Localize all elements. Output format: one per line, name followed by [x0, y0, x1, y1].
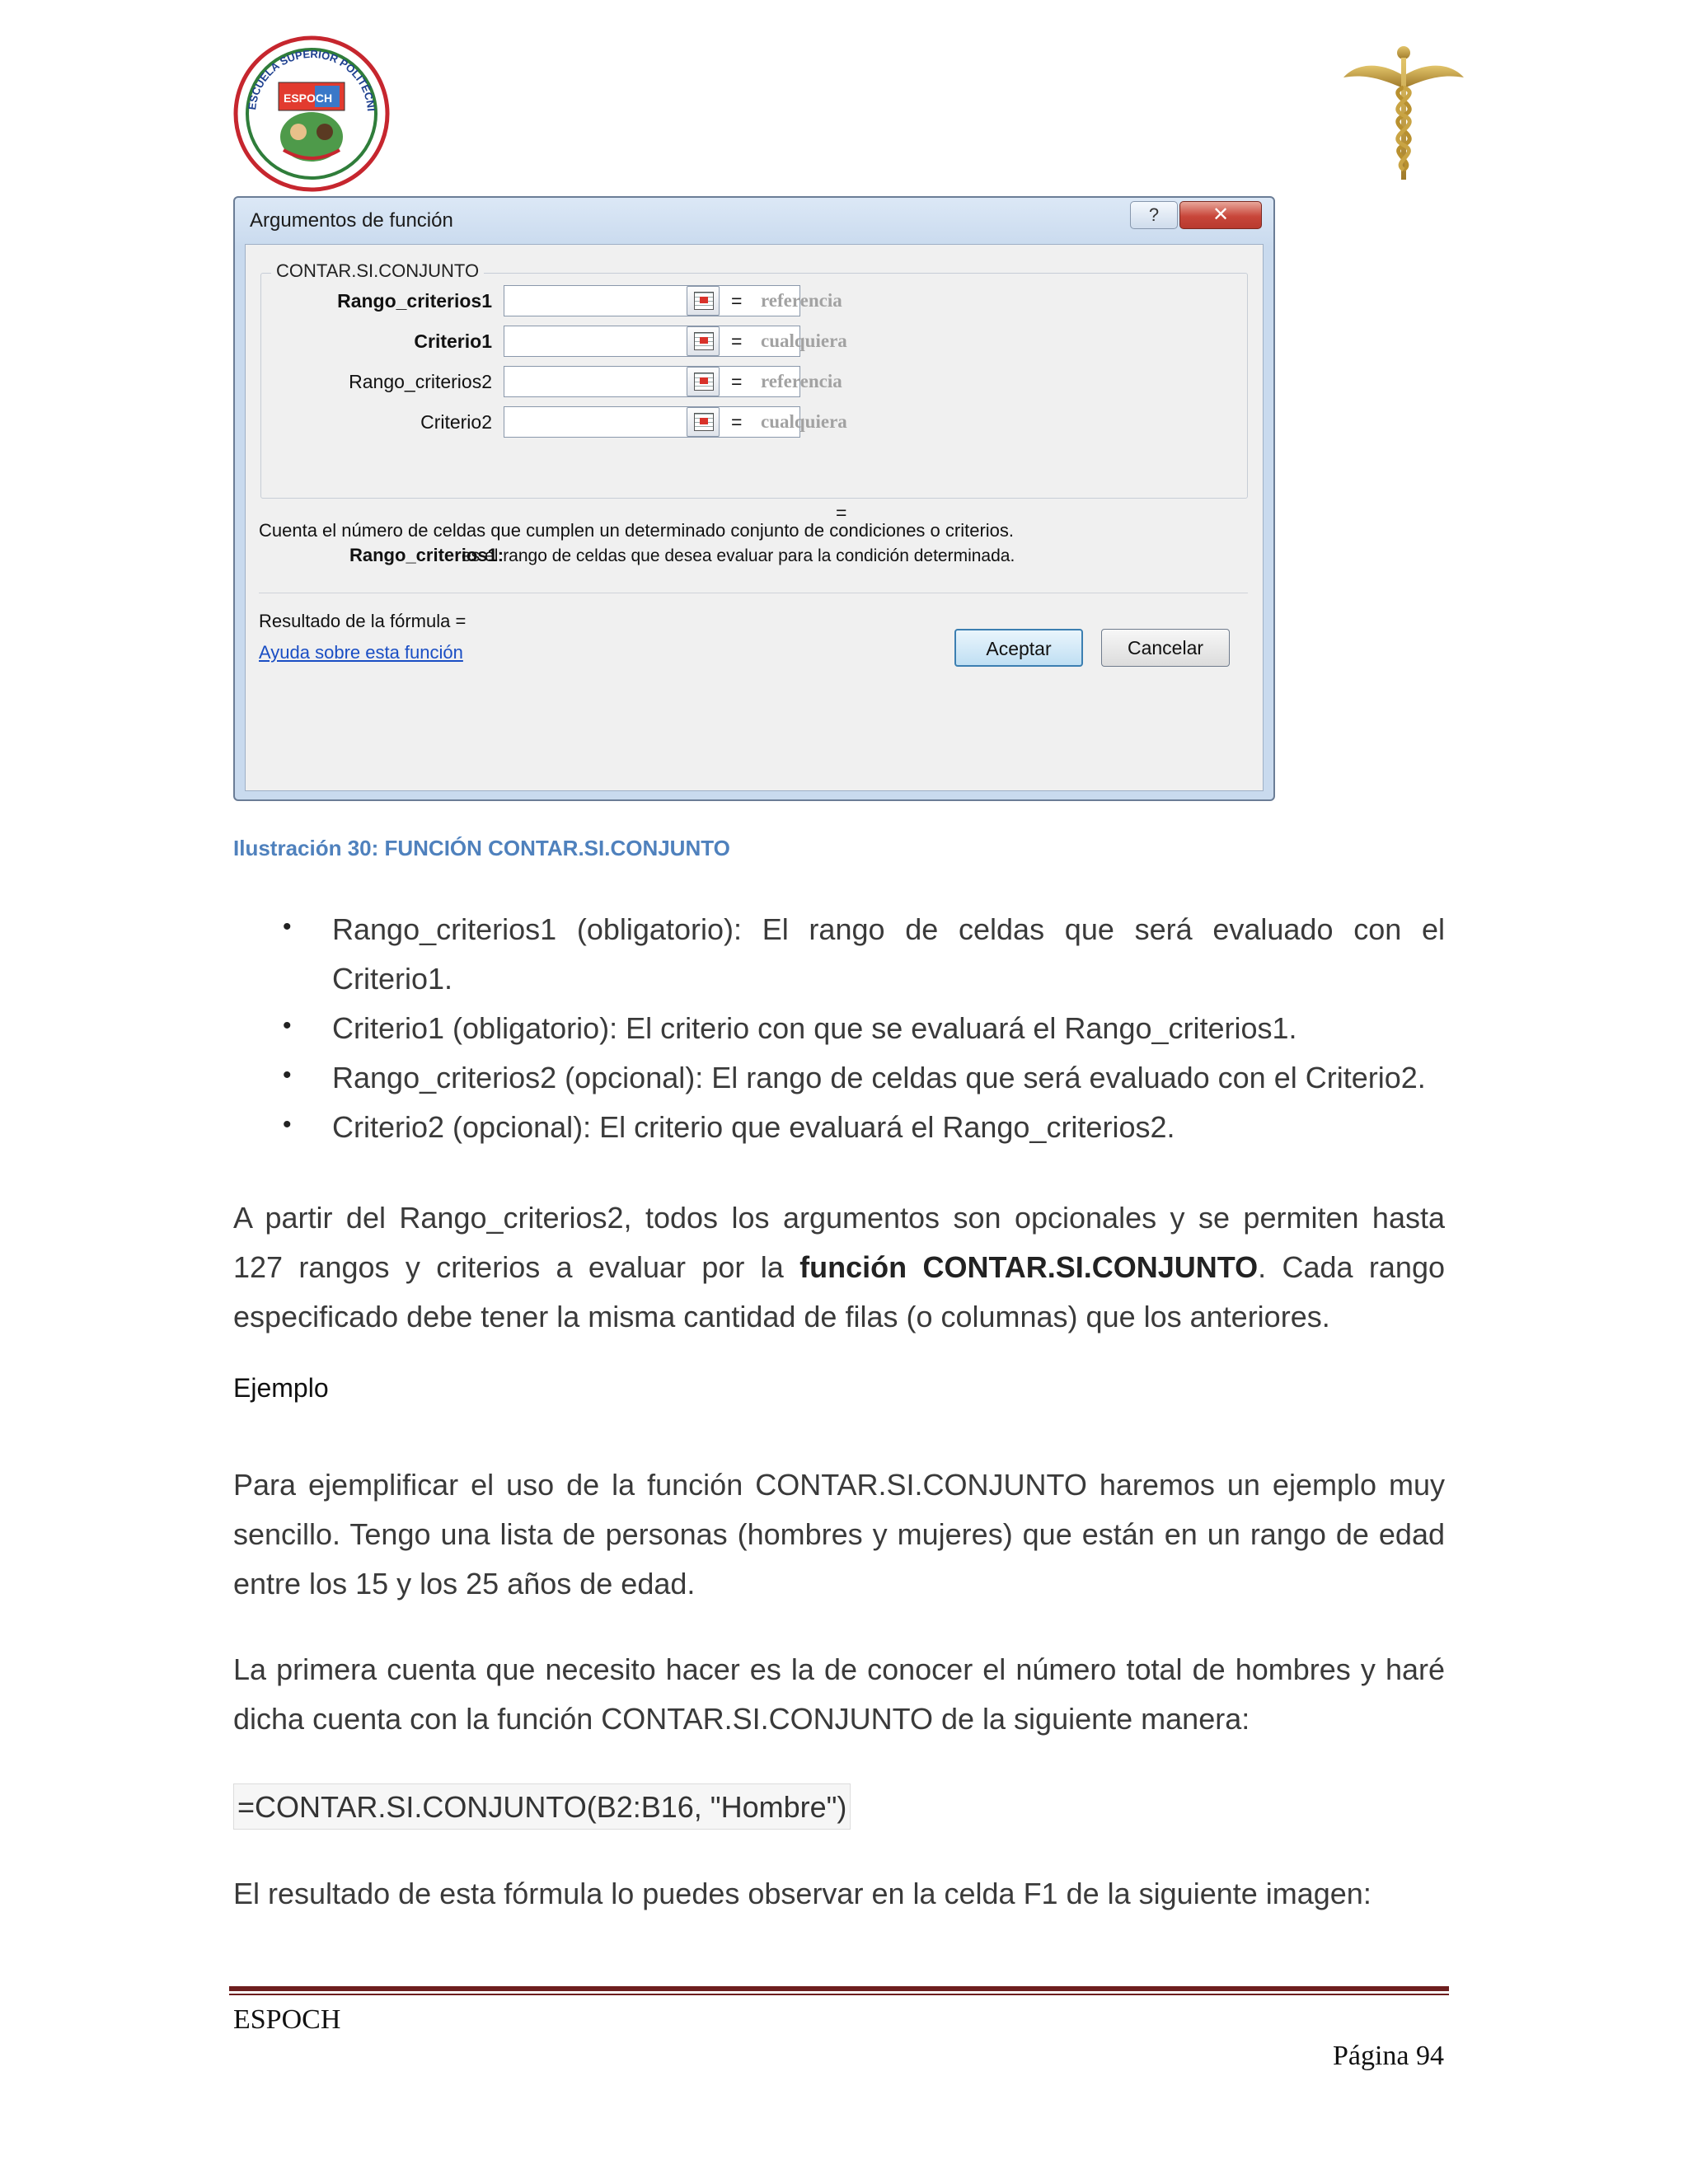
- rango-criterios2-input[interactable]: [504, 366, 800, 397]
- equals-sign: =: [731, 411, 743, 433]
- collapse-dialog-button[interactable]: [687, 367, 720, 396]
- formula-result-label: Resultado de la fórmula =: [259, 611, 467, 631]
- text-run: . Cada rango: [1258, 1250, 1445, 1284]
- close-button[interactable]: ✕: [1179, 201, 1262, 229]
- paragraph: [233, 1193, 1445, 1342]
- paragraph-line: Para ejemplificar el uso de la función CONTAR.SI.CONJUNTO haremos un ejemplo muy: [233, 1468, 1445, 1502]
- bullet-item: Rango_criterios2 (opcional): El rango de celdas que será evaluado con el Criterio2.: [332, 1061, 1426, 1094]
- arg-hint: cualquiera: [761, 411, 847, 432]
- criterio1-input[interactable]: [504, 326, 800, 357]
- bullet-dot: •: [283, 1062, 292, 1089]
- section-heading: Ejemplo: [233, 1373, 329, 1403]
- equals-sign: =: [731, 290, 743, 312]
- bullet-item-continuation: Criterio1.: [332, 962, 453, 996]
- arg-hint: cualquiera: [761, 330, 847, 351]
- bold-run: función CONTAR.SI.CONJUNTO: [799, 1250, 1259, 1284]
- cancel-button[interactable]: Cancelar: [1101, 629, 1230, 667]
- paragraph-line: [233, 1243, 1445, 1292]
- caduceus-icon: [1342, 41, 1465, 183]
- paragraph-line: sencillo. Tengo una lista de personas (hombres y mujeres) que están en un rango de edad: [233, 1517, 1445, 1551]
- paragraph-line: especificado debe tener la misma cantidad de filas (o columnas) que los anteriores.: [233, 1300, 1330, 1333]
- paragraph: El resultado de esta fórmula lo puedes observar en la celda F1 de la siguiente imagen:: [233, 1877, 1372, 1910]
- function-arguments-dialog: [233, 196, 1275, 801]
- footer-rule: [229, 1994, 1449, 1995]
- result-equals-sign: =: [836, 502, 847, 523]
- formula-example: =CONTAR.SI.CONJUNTO(B2:B16, "Hombre"): [233, 1783, 851, 1830]
- bullet-item: Rango_criterios1 (obligatorio): El rango de celdas que será evaluado con el: [332, 912, 1445, 946]
- collapse-dialog-button[interactable]: [687, 407, 720, 437]
- collapse-dialog-button[interactable]: [687, 286, 720, 316]
- seal-text: ESCUELA SUPERIOR POLITÉCNI: [246, 47, 377, 112]
- bullet-item: Criterio2 (opcional): El criterio que evaluará el Rango_criterios2.: [332, 1110, 1175, 1144]
- figure-caption: Ilustración 30: FUNCIÓN CONTAR.SI.CONJUNTO: [233, 836, 730, 860]
- dialog-body: [245, 244, 1264, 791]
- seal-badge: ESPOCH: [284, 91, 333, 105]
- arg-label-rango-criterios2: Rango_criterios2: [349, 371, 492, 392]
- accept-button[interactable]: Aceptar: [954, 629, 1083, 667]
- range-select-icon: [694, 413, 714, 431]
- arguments-group: [260, 260, 1248, 499]
- range-select-icon: [694, 332, 714, 350]
- range-select-icon: [694, 373, 714, 391]
- arg-hint: referencia: [761, 371, 842, 391]
- footer-institution: ESPOCH: [233, 2004, 341, 2035]
- bullet-dot: •: [283, 1012, 292, 1039]
- page-number: Página 94: [1332, 2041, 1444, 2071]
- paragraph-line: A partir del Rango_criterios2, todos los argumentos son opcionales y se permiten hasta: [233, 1201, 1445, 1235]
- arg-hint: referencia: [761, 290, 842, 311]
- help-button[interactable]: ?: [1130, 201, 1178, 229]
- paragraph-line: La primera cuenta que necesito hacer es la de conocer el número total de hombres y haré: [233, 1652, 1445, 1686]
- paragraph-line: entre los 15 y los 25 años de edad.: [233, 1567, 696, 1601]
- arg-label-rango-criterios1: Rango_criterios1: [337, 290, 492, 312]
- footer-rule: [229, 1986, 1449, 1991]
- text-run: 127 rangos y criterios a evaluar por la: [233, 1250, 800, 1284]
- bullet-dot: •: [283, 913, 292, 940]
- arg-label-criterio2: Criterio2: [420, 411, 492, 433]
- argument-description-label: Rango_criterios1:: [349, 545, 504, 565]
- arg-label-criterio1: Criterio1: [414, 330, 492, 352]
- collapse-dialog-button[interactable]: [687, 326, 720, 356]
- paragraph: [233, 1645, 1445, 1744]
- rango-criterios1-input[interactable]: [504, 285, 800, 316]
- equals-sign: =: [731, 330, 743, 352]
- function-description: Cuenta el número de celdas que cumplen un determinado conjunto de condiciones o criterios.: [259, 520, 1015, 541]
- equals-sign: =: [731, 371, 743, 392]
- espoch-seal-icon: [232, 35, 391, 193]
- paragraph-line: dicha cuenta con la función CONTAR.SI.CONJUNTO de la siguiente manera:: [233, 1702, 1250, 1736]
- bullet-dot: •: [283, 1111, 292, 1138]
- dialog-title: Argumentos de función: [250, 209, 453, 232]
- argument-description-text: es el rango de celdas que desea evaluar para la condición determinada.: [462, 546, 1015, 565]
- function-help-link[interactable]: Ayuda sobre esta función: [259, 642, 463, 663]
- function-name: CONTAR.SI.CONJUNTO: [271, 260, 484, 282]
- criterio2-input[interactable]: [504, 406, 800, 438]
- range-select-icon: [694, 292, 714, 310]
- paragraph: [233, 1460, 1445, 1609]
- bullet-item: Criterio1 (obligatorio): El criterio con que se evaluará el Rango_criterios1.: [332, 1011, 1297, 1045]
